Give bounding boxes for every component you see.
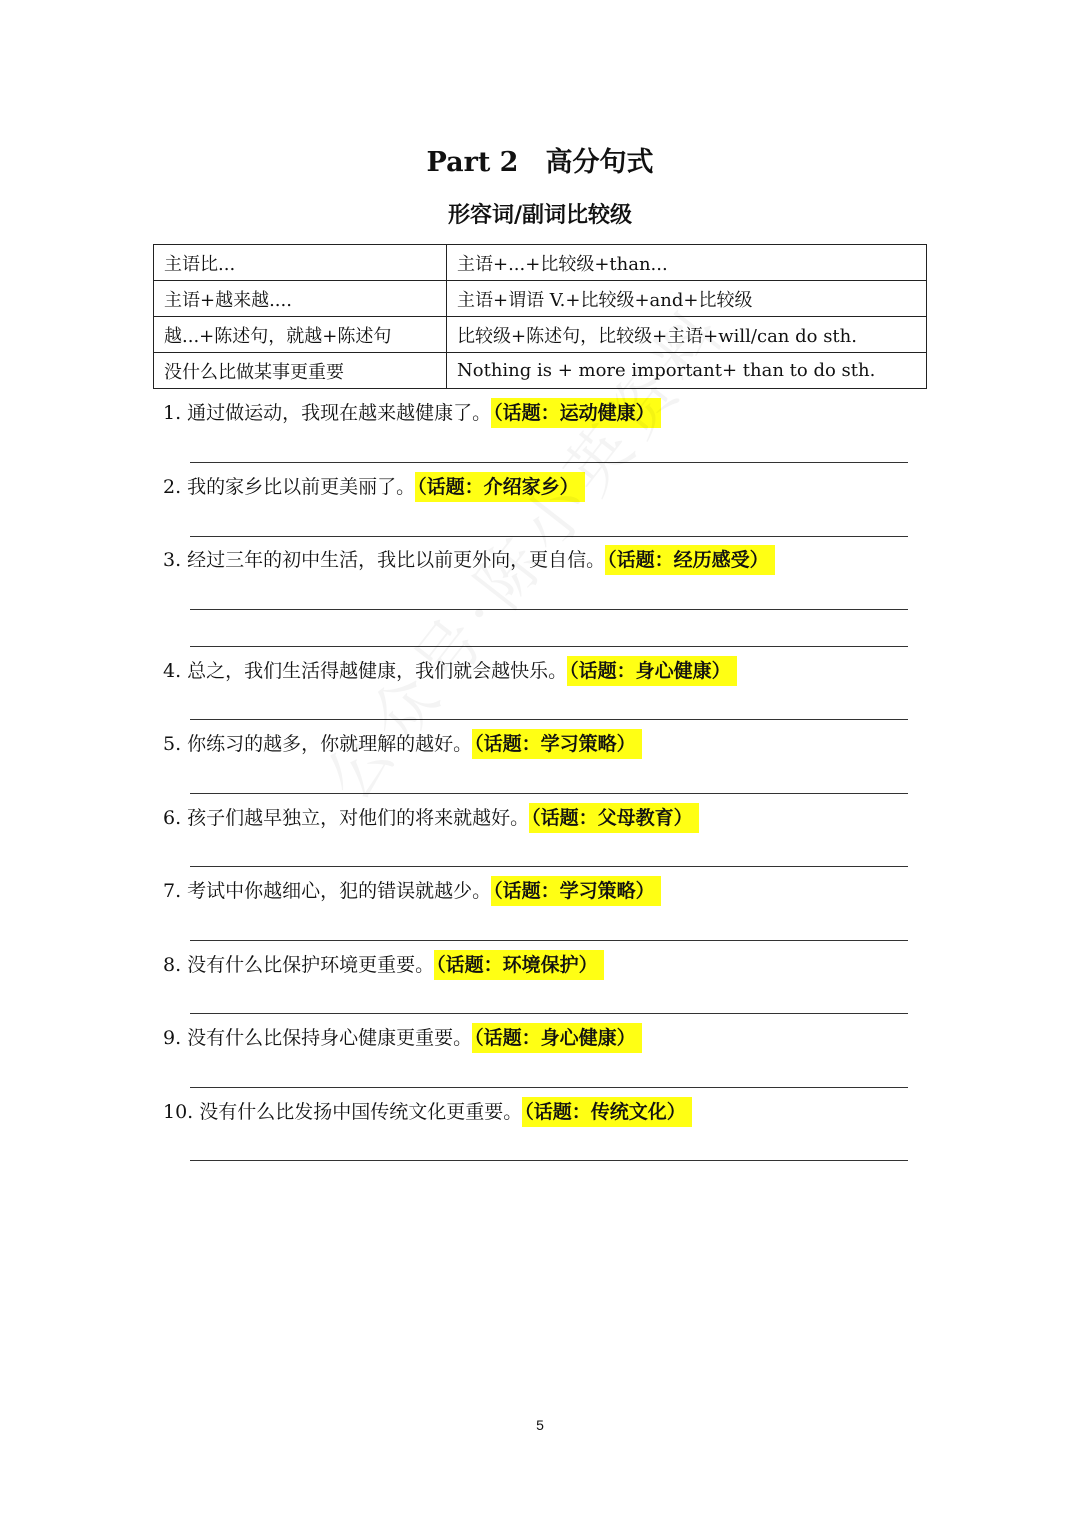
answer-line[interactable] bbox=[190, 1160, 908, 1161]
table-cell-pattern: Nothing is + more important+ than to do sth. bbox=[447, 353, 927, 389]
page-number: 5 bbox=[536, 1417, 544, 1433]
table-cell-pattern: 比较级+陈述句，比较级+主语+will/can do sth. bbox=[447, 317, 927, 353]
table-cell-chinese: 越...+陈述句，就越+陈述句 bbox=[154, 317, 447, 353]
table-row bbox=[154, 353, 927, 389]
exercise-item bbox=[163, 1097, 692, 1127]
exercise-item bbox=[163, 729, 642, 759]
exercise-number: 7. bbox=[163, 880, 182, 902]
exercise-number: 10. bbox=[163, 1101, 194, 1123]
topic-tag: （话题：学习策略） bbox=[472, 729, 642, 759]
answer-line[interactable] bbox=[190, 719, 908, 720]
topic-tag: （话题：运动健康） bbox=[491, 398, 661, 428]
table-cell-pattern: 主语+...+比较级+than... bbox=[447, 245, 927, 281]
table-row bbox=[154, 317, 927, 353]
exercise-number: 5. bbox=[163, 733, 182, 755]
table-cell-chinese: 主语比... bbox=[154, 245, 447, 281]
page-title: Part 2 高分句式 bbox=[426, 147, 654, 178]
topic-tag: （话题：环境保护） bbox=[434, 950, 604, 980]
answer-line[interactable] bbox=[190, 536, 908, 537]
exercise-number: 6. bbox=[163, 807, 182, 829]
answer-line[interactable] bbox=[190, 1087, 908, 1088]
answer-line[interactable] bbox=[190, 609, 908, 610]
exercise-number: 8. bbox=[163, 954, 182, 976]
exercise-prompt: 你练习的越多，你就理解的越好。 bbox=[187, 733, 473, 755]
exercise-item bbox=[163, 876, 661, 906]
exercise-item bbox=[163, 950, 604, 980]
topic-tag: （话题：身心健康） bbox=[567, 656, 737, 686]
exercise-number: 9. bbox=[163, 1027, 182, 1049]
exercise-number: 4. bbox=[163, 660, 182, 682]
sentence-pattern-table bbox=[153, 244, 927, 389]
exercise-item bbox=[163, 545, 775, 575]
exercise-item bbox=[163, 1023, 642, 1053]
table-row bbox=[154, 245, 927, 281]
answer-line[interactable] bbox=[190, 866, 908, 867]
exercise-prompt: 没有什么比发扬中国传统文化更重要。 bbox=[199, 1101, 523, 1123]
answer-line[interactable] bbox=[190, 940, 908, 941]
topic-tag: （话题：身心健康） bbox=[472, 1023, 642, 1053]
exercise-prompt: 考试中你越细心，犯的错误就越少。 bbox=[187, 880, 492, 902]
exercise-prompt: 经过三年的初中生活，我比以前更外向，更自信。 bbox=[187, 549, 606, 571]
topic-tag: （话题：经历感受） bbox=[605, 545, 775, 575]
exercise-prompt: 总之，我们生活得越健康，我们就会越快乐。 bbox=[187, 660, 568, 682]
exercise-prompt: 没有什么比保护环境更重要。 bbox=[187, 954, 435, 976]
exercise-number: 3. bbox=[163, 549, 182, 571]
exercise-item bbox=[163, 472, 585, 502]
exercise-prompt: 没有什么比保持身心健康更重要。 bbox=[187, 1027, 473, 1049]
exercise-number: 1. bbox=[163, 402, 182, 424]
exercise-item bbox=[163, 398, 661, 428]
exercise-item bbox=[163, 656, 737, 686]
topic-tag: （话题：介绍家乡） bbox=[415, 472, 585, 502]
table-cell-chinese: 主语+越来越.... bbox=[154, 281, 447, 317]
exercise-prompt: 孩子们越早独立，对他们的将来就越好。 bbox=[187, 807, 530, 829]
exercise-number: 2. bbox=[163, 476, 182, 498]
answer-line[interactable] bbox=[190, 462, 908, 463]
section-subtitle: 形容词/副词比较级 bbox=[447, 202, 633, 228]
answer-line[interactable] bbox=[190, 646, 908, 647]
answer-line[interactable] bbox=[190, 1013, 908, 1014]
topic-tag: （话题：学习策略） bbox=[491, 876, 661, 906]
exercise-prompt: 我的家乡比以前更美丽了。 bbox=[187, 476, 416, 498]
answer-line[interactable] bbox=[190, 793, 908, 794]
topic-tag: （话题：父母教育） bbox=[529, 803, 699, 833]
table-row bbox=[154, 281, 927, 317]
topic-tag: （话题：传统文化） bbox=[522, 1097, 692, 1127]
table-cell-chinese: 没什么比做某事更重要 bbox=[154, 353, 447, 389]
exercise-prompt: 通过做运动，我现在越来越健康了。 bbox=[187, 402, 492, 424]
exercise-item bbox=[163, 803, 699, 833]
table-cell-pattern: 主语+谓语 V.+比较级+and+比较级 bbox=[447, 281, 927, 317]
